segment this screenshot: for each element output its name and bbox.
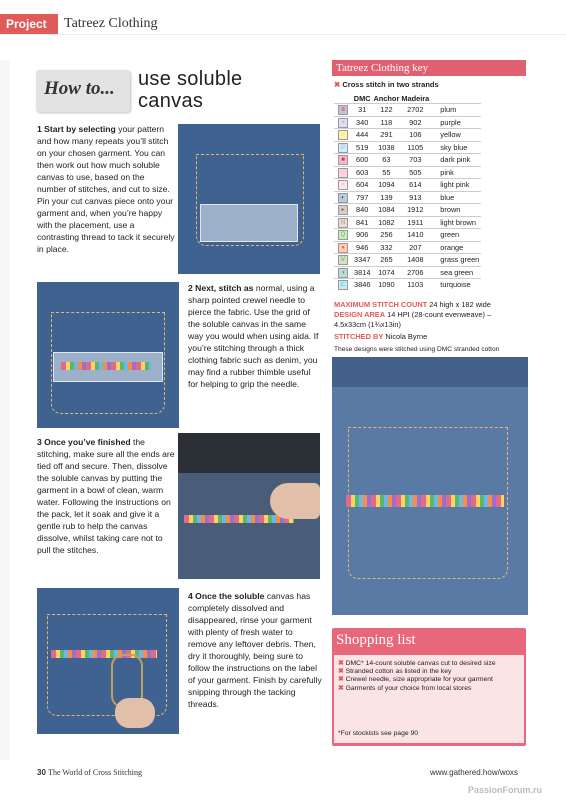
list-item-text: DMC* 14-count soluble canvas cut to desired size: [345, 660, 496, 667]
key-subtitle: [334, 80, 439, 89]
dmc-cell: 906: [352, 229, 372, 242]
howto-title-line2: canvas: [138, 90, 204, 112]
name-cell: light pink: [430, 179, 481, 192]
symbol-cell: [334, 104, 352, 117]
table-row: [334, 241, 481, 254]
table-header-dmc: DMC: [353, 93, 371, 103]
symbol-icon: P: [338, 143, 348, 153]
waistband: [332, 357, 528, 387]
soluble-canvas-patch: [200, 204, 298, 242]
stitched-motif-band: [61, 362, 151, 370]
step-1-heading: 1 Start by selecting: [37, 124, 116, 134]
table-row: [334, 216, 481, 229]
key-subtitle-text: Cross stitch in two strands: [342, 80, 439, 89]
symbol-icon: N: [338, 218, 348, 228]
step-4-text: canvas has completely dissolved and disappeared, rinse your garment with plenty of fresh water to remove any leftover debris. Then, dry it thoroughly, being sure to follow the instructions on the label of your garment. Finish by carefully snipping through the tacking threads.: [188, 591, 322, 709]
thread-key-table: [334, 93, 481, 291]
shopping-list-items: [338, 660, 522, 693]
symbol-cell: [334, 154, 352, 167]
table-header-anchor: Anchor: [373, 93, 400, 103]
anchor-cell: 1094: [372, 179, 400, 192]
stitched-by: [334, 332, 524, 342]
anchor-cell: 63: [372, 154, 400, 167]
stitched-motif-band: [346, 495, 504, 507]
name-cell: dark pink: [430, 154, 481, 167]
step-3-text: the stitching, make sure all the ends are tied off and secure. Then, dissolve the soluble canvas by putting the garment in a bowl of clean, warm water. Following the instructions on the pack, let it soak and give it a gentle rub to help the canvas dissolve, whilst taking care not to pull the stitches.: [37, 437, 175, 555]
stitch-count-value: 24 high x 182 wide: [429, 300, 491, 309]
howto-badge-label: How to...: [44, 78, 115, 99]
anchor-cell: 118: [372, 116, 400, 129]
symbol-cell: [334, 216, 352, 229]
water-bowl: [178, 433, 320, 473]
name-cell: grass green: [430, 254, 481, 267]
symbol-cell: [334, 279, 352, 291]
design-area-label: DESIGN AREA: [334, 310, 386, 319]
anchor-cell: 332: [372, 241, 400, 254]
table-row: [334, 266, 481, 279]
anchor-cell: 1074: [372, 266, 400, 279]
anchor-cell: 1090: [372, 279, 400, 291]
symbol-cell: [334, 129, 352, 142]
finished-jeans-photo: [332, 357, 528, 615]
header-divider: [0, 34, 566, 35]
madeira-cell: 106: [400, 129, 430, 142]
symbol-icon: ☆: [338, 130, 348, 140]
step-1-text: your pattern and how many repeats you’ll stitch on your chosen garment. You can then work out how much soluble canvas to use, based on the number of stitches, and cut to size. Pin your cut canvas piece onto your garment and, when you’re happy with the placement, use a contrasting thread to tack it securely in place.: [37, 124, 175, 254]
anchor-cell: 1082: [372, 216, 400, 229]
howto-title-line1: use soluble: [138, 68, 243, 90]
dmc-cell: 946: [352, 241, 372, 254]
symbol-icon: ⊏: [338, 280, 348, 290]
madeira-cell: 1912: [400, 204, 430, 217]
design-area: [334, 310, 524, 329]
symbol-cell: [334, 191, 352, 204]
table-row: [334, 166, 481, 179]
dmc-note: These designs were stitched using DMC stranded cotton: [334, 346, 500, 353]
list-item: [338, 660, 522, 668]
table-header-symbol: [334, 93, 352, 104]
name-cell: purple: [430, 116, 481, 129]
table-row: [334, 191, 481, 204]
dmc-cell: 3814: [354, 267, 371, 277]
anchor-cell: 55: [372, 166, 400, 179]
anchor-cell: 122: [372, 104, 400, 117]
shopping-list-title: Shopping list: [336, 632, 416, 648]
dmc-cell: 840: [352, 204, 372, 217]
list-item: [338, 685, 522, 693]
step-1: [37, 123, 175, 255]
watermark: PassionForum.ru: [468, 785, 543, 795]
table-header-name: [430, 93, 481, 104]
madeira-cell: 703: [400, 154, 430, 167]
name-cell: brown: [430, 204, 481, 217]
dmc-cell: 3347: [354, 255, 371, 265]
anchor-cell: 1038: [372, 141, 400, 154]
howto-badge: [36, 70, 130, 112]
cross-icon: ✖: [338, 676, 344, 684]
dmc-cell: 444: [352, 129, 372, 142]
section-title: Tatreez Clothing: [64, 16, 158, 31]
list-item-text: Stranded cotton as listed in the key: [345, 668, 452, 676]
table-row: [334, 279, 481, 291]
cross-icon: ✖: [338, 668, 344, 676]
website-url[interactable]: www.gathered.how/woxs: [430, 768, 519, 777]
dmc-cell: 3846: [354, 280, 371, 290]
hand: [115, 698, 155, 728]
symbol-cell: [334, 179, 352, 192]
symbol-icon: ●: [338, 243, 348, 253]
cross-icon: ✖: [338, 684, 344, 692]
stitch-count: [334, 300, 524, 310]
dmc-cell: 603: [352, 166, 372, 179]
table-row: [334, 154, 481, 167]
madeira-cell: 913: [400, 191, 430, 204]
symbol-cell: [334, 241, 352, 254]
stockists-note: *For stockists see page 90: [338, 730, 419, 737]
madeira-cell: 1911: [400, 216, 430, 229]
madeira-cell: 614: [400, 179, 430, 192]
page-number: 30: [37, 768, 46, 777]
symbol-cell: [334, 166, 352, 179]
symbol-icon: ✕: [338, 180, 348, 190]
page-footer-left: [37, 768, 142, 777]
list-item: [338, 676, 522, 684]
dmc-cell: 797: [352, 191, 372, 204]
name-cell: blue: [430, 191, 481, 204]
madeira-cell: 505: [400, 166, 430, 179]
step-4-heading: 4 Once the soluble: [188, 591, 265, 601]
madeira-cell: 1103: [400, 279, 430, 291]
name-cell: sky blue: [430, 141, 481, 154]
key-title: Tatreez Clothing key: [332, 60, 526, 76]
name-cell: orange: [430, 241, 481, 254]
dmc-cell: 31: [352, 104, 372, 117]
anchor-cell: 291: [372, 129, 400, 142]
stitch-count-label: MAXIMUM STITCH COUNT: [334, 300, 428, 309]
symbol-icon: ≡: [338, 105, 348, 115]
table-row: [334, 204, 481, 217]
step-3-heading: 3 Once you’ve finished: [37, 437, 131, 447]
symbol-cell: [334, 204, 352, 217]
step-2-text: normal, using a sharp pointed crewel needle to pierce the fabric. Use the grid of the soluble canvas in the same way you would when using aida. If you’re stitching through a thick clothing fabric such as denim, you may find a rubber thimble useful for helping to grip the needle.: [188, 283, 319, 389]
symbol-icon: ◐: [338, 193, 348, 203]
dmc-cell: 340: [352, 116, 372, 129]
dmc-cell: 519: [352, 141, 372, 154]
cross-icon: ✖: [334, 80, 341, 89]
step-2: [188, 282, 322, 390]
madeira-cell: 1105: [400, 141, 430, 154]
section-tag: Project: [0, 14, 58, 34]
madeira-cell: 207: [400, 241, 430, 254]
step-2-photo: [37, 282, 179, 428]
name-cell: pink: [430, 166, 481, 179]
name-cell: green: [430, 229, 481, 242]
table-header-madeira: Madeira: [401, 93, 430, 103]
step-4: [188, 590, 322, 710]
table-row: [334, 141, 481, 154]
madeira-cell: 1408: [400, 254, 430, 267]
stitched-motif-band: [51, 650, 157, 658]
howto-title: [138, 68, 242, 112]
cross-icon: ✖: [338, 660, 344, 667]
design-area-value: 14 HPI (28-count evenweave) – 4.5x33cm (1¾x13in): [334, 310, 492, 329]
symbol-cell: [334, 254, 352, 267]
stitched-by-value: Nicola Byrne: [385, 332, 428, 341]
page-gutter: [0, 60, 10, 760]
name-cell: plum: [430, 104, 481, 117]
hand: [270, 483, 320, 519]
table-row: [334, 116, 481, 129]
anchor-cell: 265: [372, 254, 400, 267]
list-item-text: Garments of your choice from local stores: [345, 684, 472, 692]
name-cell: sea green: [430, 266, 481, 279]
symbol-icon: +: [338, 118, 348, 128]
step-3-photo: [178, 433, 320, 579]
step-3: [37, 436, 175, 556]
symbol-icon: ■: [338, 155, 348, 165]
symbol-cell: [334, 266, 352, 279]
step-2-heading: 2 Next, stitch as: [188, 283, 254, 293]
symbol-cell: [334, 141, 352, 154]
step-4-photo: [37, 588, 179, 734]
dmc-cell: 841: [352, 216, 372, 229]
symbol-icon: ♡: [338, 168, 348, 178]
madeira-cell: 1410: [400, 229, 430, 242]
step-1-photo: [178, 124, 320, 274]
madeira-cell: 902: [400, 116, 430, 129]
symbol-cell: [334, 116, 352, 129]
table-row: [334, 129, 481, 142]
table-row: [334, 179, 481, 192]
table-row: [334, 229, 481, 242]
anchor-cell: 1084: [372, 204, 400, 217]
list-item-text: Crewel needle, size appropriate for your garment: [345, 676, 493, 684]
symbol-cell: [334, 229, 352, 242]
madeira-cell: 2706: [400, 266, 430, 279]
dmc-cell: 600: [352, 154, 372, 167]
symbol-icon: ▸: [338, 205, 348, 215]
magazine-name: The World of Cross Stitching: [48, 768, 143, 777]
madeira-cell: 2702: [400, 104, 430, 117]
symbol-icon: ◑: [338, 268, 348, 278]
table-row: [334, 254, 481, 267]
table-row: [334, 104, 481, 117]
anchor-cell: 256: [372, 229, 400, 242]
anchor-cell: 139: [372, 191, 400, 204]
symbol-icon: Q: [338, 230, 348, 240]
name-cell: light brown: [430, 216, 481, 229]
stitched-by-label: STITCHED BY: [334, 332, 384, 341]
name-cell: turquoise: [430, 279, 481, 291]
name-cell: yellow: [430, 129, 481, 142]
dmc-cell: 604: [352, 179, 372, 192]
symbol-icon: V: [338, 255, 348, 265]
